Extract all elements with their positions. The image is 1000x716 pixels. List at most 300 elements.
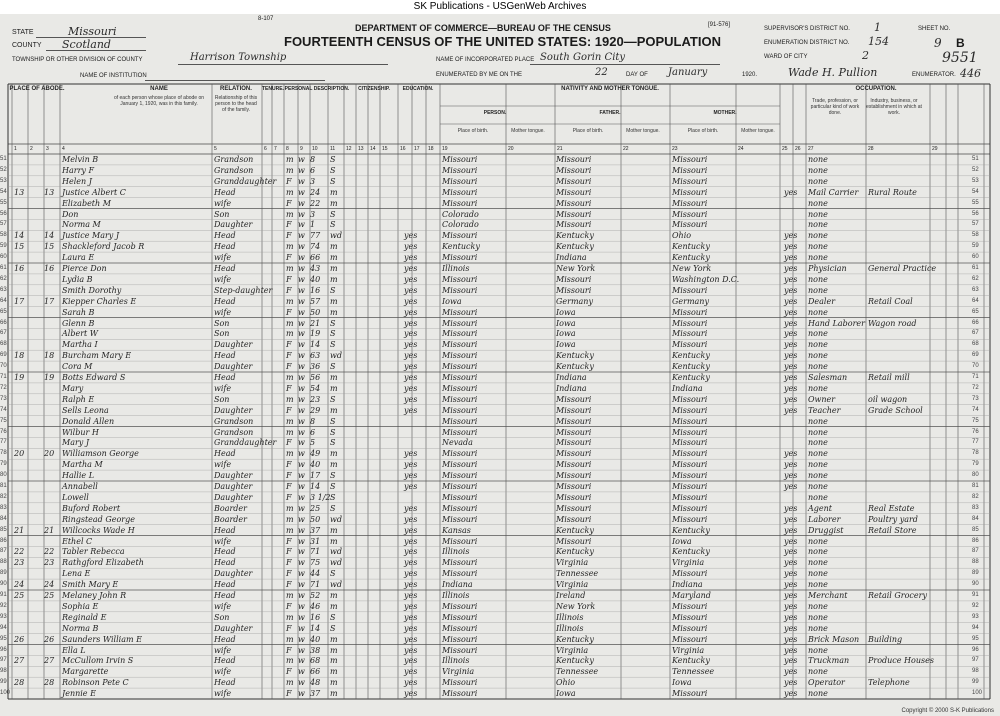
cell-birth: Missouri: [442, 569, 478, 579]
cell-occ: none: [808, 492, 828, 502]
cell-fm: [44, 165, 58, 176]
cell-rel: Head: [214, 678, 236, 688]
cell-birth: Missouri: [442, 645, 478, 655]
cell-fm: 22: [44, 547, 55, 557]
cell-read: [404, 492, 438, 503]
cell-birth: Missouri: [442, 383, 478, 393]
cell-race: w: [298, 176, 305, 186]
cell-name: Ringstead George: [62, 514, 135, 524]
cell-n: 94: [0, 624, 7, 631]
cell-ind: Poultry yard: [868, 514, 918, 524]
cell-dw: [14, 176, 28, 187]
cell-read: yes: [404, 525, 418, 535]
cell-n: 83: [0, 504, 7, 511]
cell-n: 57: [0, 221, 7, 228]
cell-read: [404, 219, 438, 230]
heading-place-of-abode: PLACE OF ABODE.: [9, 86, 65, 92]
cell-name: Cora M: [62, 362, 93, 372]
cell-age: 74: [310, 242, 321, 252]
column-number: 29: [932, 146, 938, 152]
cell-name: Lowell: [62, 492, 89, 502]
cell-birth: Missouri: [442, 394, 478, 404]
cell-race: w: [298, 525, 305, 535]
cell-n: 86: [0, 537, 7, 544]
cell-mb: Missouri: [672, 569, 708, 579]
column-number: 1: [14, 146, 17, 152]
cell-birth: Missouri: [442, 536, 478, 546]
cell-fb: Missouri: [556, 209, 592, 219]
census-row: [0, 427, 990, 438]
cell-occ: none: [808, 231, 828, 241]
cell-ms: S: [330, 318, 336, 328]
cell-fb: Missouri: [556, 394, 592, 404]
cell-rel: Daughter: [214, 220, 253, 230]
cell-name: Saunders William E: [62, 634, 142, 644]
census-row: [0, 568, 990, 579]
cell-mb: Missouri: [672, 471, 708, 481]
cell-fm: [44, 405, 58, 416]
cell-eng: yes: [784, 373, 798, 382]
cell-ind: Telephone: [868, 678, 910, 688]
cell-age: 52: [310, 591, 321, 600]
cell-read: [404, 437, 438, 448]
cell-sex: m: [286, 503, 294, 513]
cell-rel: Daughter: [214, 471, 253, 481]
cell-mb: Missouri: [672, 514, 708, 524]
cell-sex: F: [286, 558, 292, 568]
cell-ms: m: [330, 591, 338, 600]
column-number: 18: [428, 146, 434, 152]
cell-sex: F: [286, 569, 292, 579]
census-row: [0, 503, 990, 514]
cell-mb: Missouri: [672, 198, 708, 208]
cell-n: 99: [0, 679, 7, 686]
cell-occ: none: [808, 362, 828, 372]
cell-rel: Daughter: [214, 623, 253, 633]
cell-birth: Illinois: [442, 656, 470, 666]
cell-name: Lena E: [62, 569, 91, 579]
cell-sex: F: [286, 307, 292, 317]
cell-sex: m: [286, 165, 294, 175]
cell-birth: Missouri: [442, 351, 478, 361]
cell-sex: m: [286, 296, 294, 306]
cell-name: Reginald E: [62, 612, 107, 622]
cell-race: w: [298, 547, 305, 557]
cell-ms: m: [330, 187, 338, 197]
census-row: [0, 187, 990, 198]
cell-sex: m: [286, 155, 294, 164]
enum-month: January: [668, 67, 708, 78]
cell-race: w: [298, 656, 305, 666]
column-number: 5: [214, 146, 217, 152]
census-row: [0, 448, 990, 459]
cell-ind: Grade School: [868, 405, 923, 415]
cell-ind: [868, 241, 930, 252]
cell-race: w: [298, 187, 305, 197]
cell-age: 14: [310, 482, 321, 491]
county-label: COUNTY: [12, 42, 42, 49]
right-line-number: 57: [972, 221, 979, 228]
enumerated-label: ENUMERATED BY ME ON THE: [436, 72, 523, 78]
cell-fm: [44, 274, 58, 285]
census-row: [0, 623, 990, 634]
cell-name: Smith Dorothy: [62, 285, 122, 295]
cell-rel: wife: [214, 667, 232, 677]
cell-birth: Missouri: [442, 689, 478, 699]
cell-ind: [868, 165, 930, 176]
cell-birth: Missouri: [442, 362, 478, 372]
cell-birth: Colorado: [442, 209, 479, 219]
cell-read: [404, 198, 438, 209]
cell-age: 36: [310, 362, 321, 372]
cell-ind: [868, 209, 930, 220]
right-line-number: 77: [972, 439, 979, 446]
column-number: 17: [414, 146, 420, 152]
cell-n: 61: [0, 265, 7, 271]
right-line-number: 58: [972, 232, 979, 239]
cell-occ: none: [808, 601, 828, 611]
heading-mother: MOTHER.: [713, 110, 737, 116]
cell-read: yes: [404, 351, 418, 361]
cell-birth: Missouri: [442, 623, 478, 633]
cell-name: Norma B: [62, 623, 99, 633]
cell-age: 17: [310, 471, 321, 481]
cell-eng: yes: [784, 514, 798, 524]
column-number: 10: [312, 146, 318, 152]
cell-rel: Granddaughter: [214, 438, 277, 448]
cell-eng: yes: [784, 394, 798, 404]
cell-mb: Missouri: [672, 318, 708, 328]
cell-occ: none: [808, 471, 828, 481]
cell-eng: [784, 416, 802, 427]
cell-read: yes: [404, 329, 418, 339]
cell-birth: Missouri: [442, 318, 478, 328]
cell-fm: [44, 198, 58, 209]
cell-fb: Kentucky: [556, 242, 594, 252]
cell-rel: Head: [214, 656, 236, 666]
cell-age: 25: [310, 503, 321, 513]
enumerator-name: Wade H. Pullion: [788, 66, 878, 79]
cell-n: 85: [0, 526, 7, 533]
census-row: [0, 274, 990, 285]
cell-race: w: [298, 274, 305, 284]
incorporated-value: South Gorin City: [540, 52, 626, 63]
cell-name: Annabell: [62, 482, 98, 491]
cell-occ: none: [808, 351, 828, 361]
cell-sex: m: [286, 209, 294, 219]
cell-eng: [784, 219, 802, 230]
cell-birth: Nevada: [442, 438, 473, 448]
cell-n: 76: [0, 428, 7, 435]
cell-age: 29: [310, 405, 321, 415]
cell-race: w: [298, 449, 305, 459]
census-row: [0, 590, 990, 601]
cell-birth: Illinois: [442, 591, 470, 600]
cell-sex: F: [286, 471, 292, 481]
cell-birth: Missouri: [442, 634, 478, 644]
cell-dw: 15: [14, 242, 25, 252]
census-row: [0, 525, 990, 536]
cell-race: w: [298, 492, 305, 502]
cell-ms: S: [330, 482, 336, 491]
cell-ind: [868, 448, 930, 459]
cell-ms: m: [330, 405, 338, 415]
cell-fb: Missouri: [556, 482, 592, 491]
heading-occupation: OCCUPATION.: [855, 86, 897, 92]
supervisor-label: SUPERVISOR'S DISTRICT NO.: [764, 26, 850, 32]
cell-birth: Indiana: [442, 580, 473, 590]
cell-eng: [784, 437, 802, 448]
cell-mb: Missouri: [672, 176, 708, 186]
cell-race: w: [298, 242, 305, 252]
cell-fb: Missouri: [556, 514, 592, 524]
cell-eng: yes: [784, 580, 798, 590]
cell-birth: Missouri: [442, 492, 478, 502]
cell-rel: Step-daughter: [214, 285, 273, 295]
cell-n: 96: [0, 646, 7, 653]
cell-fb: Missouri: [556, 165, 592, 175]
cell-mb: Missouri: [672, 165, 708, 175]
cell-mb: Kentucky: [672, 351, 710, 361]
cell-birth: Missouri: [442, 187, 478, 197]
cell-sex: F: [286, 689, 292, 699]
census-row: [0, 677, 990, 688]
cell-fm: [44, 154, 58, 165]
cell-n: 74: [0, 406, 7, 413]
cell-name: Lydia B: [62, 274, 93, 284]
cell-age: 14: [310, 623, 321, 633]
cell-eng: yes: [784, 187, 798, 197]
cell-birth: Missouri: [442, 340, 478, 350]
cell-race: w: [298, 667, 305, 677]
cell-mb: Missouri: [672, 449, 708, 459]
enum-year: 1920.: [742, 72, 758, 78]
census-row: [0, 350, 990, 361]
enum-day: 22: [595, 67, 608, 78]
cell-occ: none: [808, 198, 828, 208]
cell-mb: Washington D.C.: [672, 274, 740, 284]
cell-occ: Brick Mason: [808, 634, 860, 644]
cell-fb: Missouri: [556, 285, 592, 295]
column-number: 4: [62, 146, 65, 152]
cell-eng: yes: [784, 449, 798, 459]
cell-fb: Missouri: [556, 536, 592, 546]
cell-sex: F: [286, 285, 292, 295]
column-number: 27: [808, 146, 814, 152]
cell-eng: yes: [784, 264, 798, 273]
cell-birth: Colorado: [442, 220, 479, 230]
cell-fb: Indiana: [556, 253, 587, 263]
cell-n: 78: [0, 450, 7, 457]
cell-name: Smith Mary E: [62, 580, 119, 590]
cell-race: w: [298, 634, 305, 644]
cell-fm: [44, 536, 58, 547]
cell-eng: yes: [784, 362, 798, 372]
cell-race: w: [298, 536, 305, 546]
cell-sex: m: [286, 394, 294, 404]
right-line-number: 53: [972, 177, 979, 184]
column-number: 26: [795, 146, 801, 152]
cell-eng: yes: [784, 285, 798, 295]
trade-description: Trade, profession, or particular kind of work done.: [810, 98, 860, 116]
heading-citizenship: CITIZENSHIP.: [358, 86, 390, 92]
cell-dw: [14, 688, 28, 699]
cell-eng: yes: [784, 383, 798, 393]
cell-mb: Missouri: [672, 634, 708, 644]
cell-mb: Virginia: [672, 558, 705, 568]
cell-dw: [14, 165, 28, 176]
census-row: [0, 165, 990, 176]
cell-ms: S: [330, 438, 336, 448]
cell-sex: m: [286, 187, 294, 197]
cell-rel: wife: [214, 689, 232, 699]
right-line-number: 69: [972, 352, 979, 359]
cell-ms: m: [330, 296, 338, 306]
person-place-of-birth: Place of birth.: [457, 128, 489, 134]
cell-n: 91: [0, 592, 7, 598]
cell-eng: yes: [784, 318, 798, 328]
cell-name: Norma M: [62, 220, 101, 230]
cell-rel: Daughter: [214, 362, 253, 372]
cell-occ: none: [808, 383, 828, 393]
cell-fm: 28: [44, 678, 55, 688]
cell-ms: m: [330, 383, 338, 393]
cell-sex: m: [286, 329, 294, 339]
cell-race: w: [298, 165, 305, 175]
cell-sex: F: [286, 460, 292, 470]
cell-read: yes: [404, 558, 418, 568]
cell-read: yes: [404, 482, 418, 491]
cell-fb: Illinois: [556, 623, 584, 633]
cell-mb: Missouri: [672, 394, 708, 404]
cell-ms: m: [330, 274, 338, 284]
cell-birth: Missouri: [442, 678, 478, 688]
right-line-number: 83: [972, 504, 979, 511]
cell-birth: Missouri: [442, 482, 478, 491]
cell-race: w: [298, 351, 305, 361]
cell-age: 8: [310, 155, 316, 164]
cell-birth: Kentucky: [442, 242, 480, 252]
cell-name: Mary J: [62, 438, 90, 448]
cell-rel: Head: [214, 558, 236, 568]
cell-read: yes: [404, 580, 418, 590]
census-row: [0, 437, 990, 448]
cell-fb: Kentucky: [556, 656, 594, 666]
cell-birth: Iowa: [442, 296, 462, 306]
cell-name: Willcocks Wade H: [62, 525, 135, 535]
cell-ms: m: [330, 449, 338, 459]
cell-dw: [14, 568, 28, 579]
cell-mb: Kentucky: [672, 362, 710, 372]
cell-dw: [14, 427, 28, 438]
cell-birth: Missouri: [442, 427, 478, 437]
cell-fm: 27: [44, 656, 55, 666]
cell-age: 48: [310, 678, 321, 688]
cell-sex: m: [286, 427, 294, 437]
cell-sex: F: [286, 405, 292, 415]
cell-occ: none: [808, 416, 828, 426]
cell-name: Ethel C: [62, 536, 93, 546]
cell-ind: [868, 154, 930, 165]
cell-mb: Indiana: [672, 383, 703, 393]
cell-fm: [44, 209, 58, 220]
cell-name: Justice Albert C: [62, 187, 126, 197]
mother-place-of-birth: Place of birth.: [687, 128, 719, 134]
cell-ms: m: [330, 460, 338, 470]
cell-birth: Illinois: [442, 264, 470, 273]
cell-dw: [14, 361, 28, 372]
cell-fm: [44, 219, 58, 230]
cell-n: 92: [0, 602, 7, 609]
cell-mb: Missouri: [672, 416, 708, 426]
cell-mb: Missouri: [672, 405, 708, 415]
column-number: 8: [286, 146, 289, 152]
cell-occ: none: [808, 482, 828, 491]
cell-mb: Indiana: [672, 580, 703, 590]
cell-age: 56: [310, 373, 321, 382]
cell-sex: m: [286, 525, 294, 535]
heading-personal: PERSONAL DESCRIPTION.: [284, 86, 350, 92]
cell-age: 6: [310, 165, 316, 175]
column-number: 2: [30, 146, 33, 152]
industry-description: Industry, business, or establishment in which at work.: [866, 98, 922, 116]
cell-eng: yes: [784, 678, 798, 688]
cell-fm: [44, 252, 58, 263]
cell-ms: m: [330, 634, 338, 644]
heading-education: EDUCATION.: [402, 86, 434, 92]
cell-mb: Maryland: [672, 591, 711, 600]
cell-fb: Kentucky: [556, 351, 594, 361]
cell-sex: F: [286, 667, 292, 677]
cell-n: 51: [0, 156, 7, 162]
cell-fb: Missouri: [556, 471, 592, 481]
cell-mb: Missouri: [672, 503, 708, 513]
right-line-number: 65: [972, 308, 979, 315]
census-row: [0, 536, 990, 547]
cell-birth: Missouri: [442, 373, 478, 382]
cell-eng: yes: [784, 471, 798, 481]
form-number: 8-107: [258, 16, 274, 22]
cell-dw: [14, 437, 28, 448]
cell-age: 49: [310, 449, 321, 459]
cell-ind: [868, 252, 930, 263]
archive-title: SK Publications - USGenWeb Archives: [413, 1, 587, 12]
cell-eng: [784, 427, 802, 438]
column-number: 13: [358, 146, 364, 152]
cell-mb: Virginia: [672, 645, 705, 655]
cell-eng: yes: [784, 667, 798, 677]
heading-nativity: NATIVITY AND MOTHER TONGUE.: [561, 86, 659, 92]
cell-name: Elizabeth M: [62, 198, 111, 208]
cell-fb: Missouri: [556, 416, 592, 426]
cell-fm: [44, 481, 58, 492]
cell-rel: Head: [214, 525, 236, 535]
cell-fb: Missouri: [556, 405, 592, 415]
cell-sex: m: [286, 416, 294, 426]
cell-age: 63: [310, 351, 321, 361]
cell-ind: Real Estate: [868, 503, 915, 513]
cell-eng: [784, 209, 802, 220]
cell-dw: 28: [14, 678, 25, 688]
cell-sex: F: [286, 274, 292, 284]
cell-race: w: [298, 612, 305, 622]
cell-eng: yes: [784, 623, 798, 633]
cell-birth: Missouri: [442, 285, 478, 295]
cell-mb: Missouri: [672, 689, 708, 699]
cell-occ: none: [808, 329, 828, 339]
cell-age: 5: [310, 438, 316, 448]
cell-rel: Head: [214, 231, 236, 241]
